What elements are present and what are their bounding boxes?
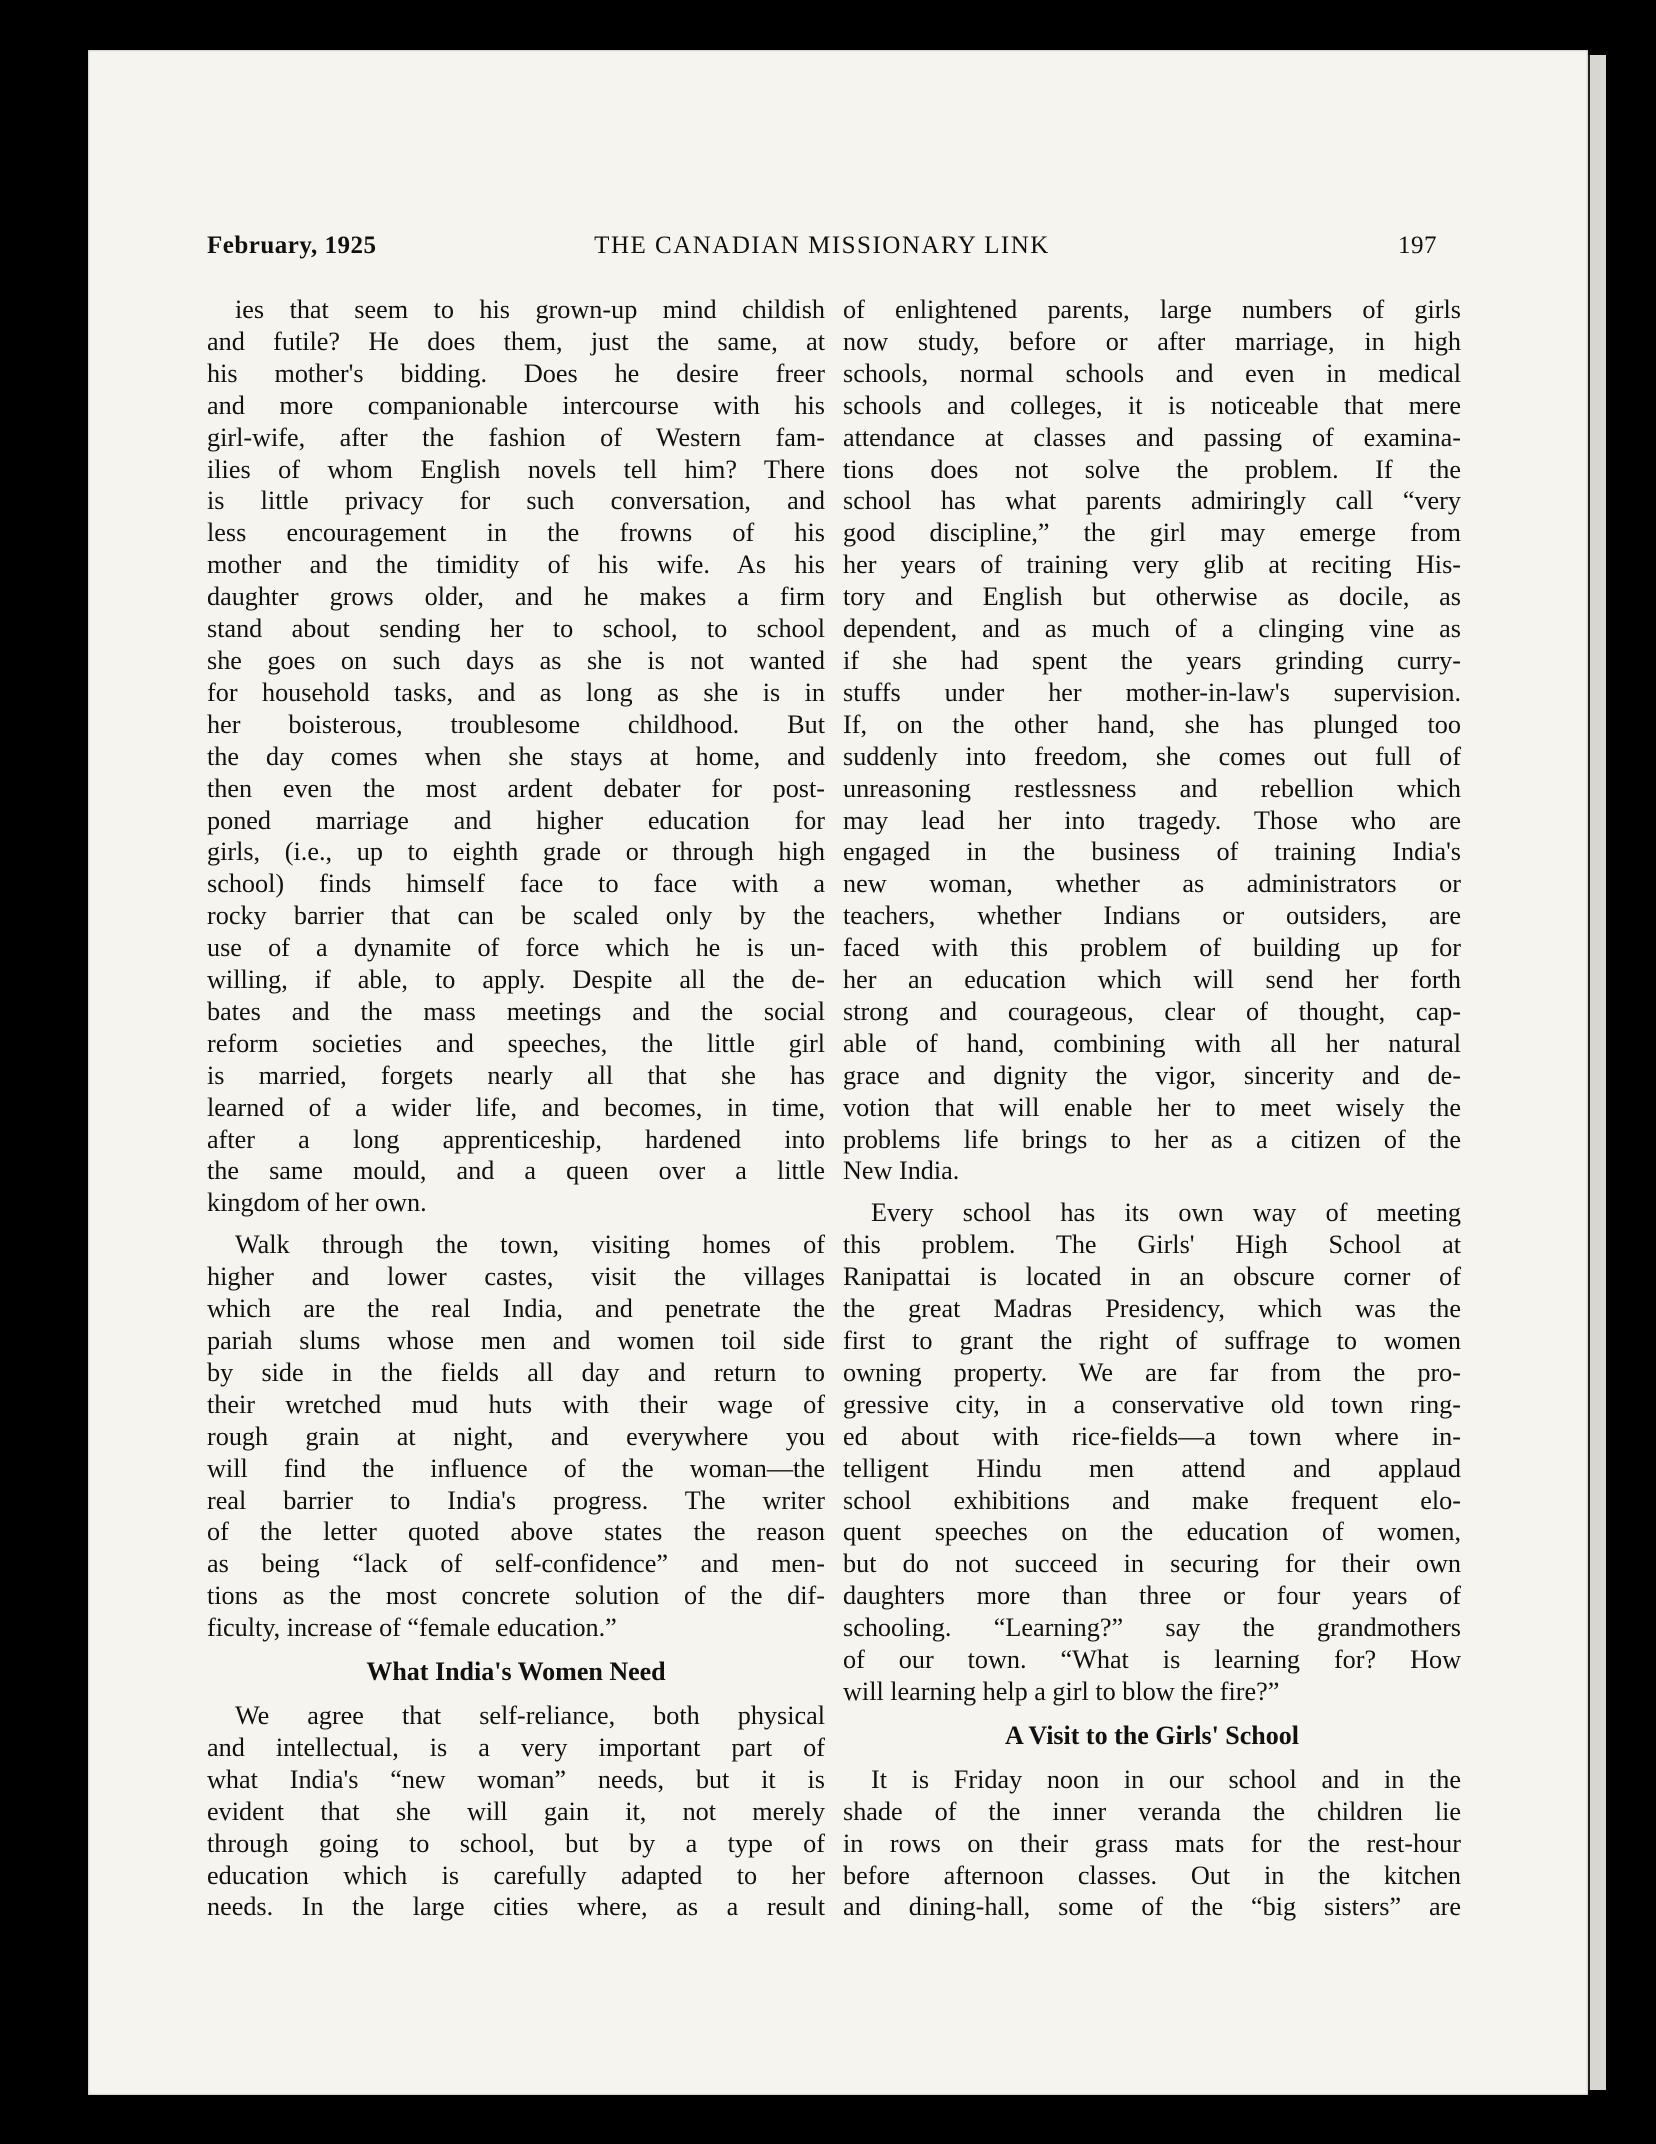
text-line: ficulty, increase of “female education.”: [207, 1613, 617, 1643]
text-line: Walk through the town, visiting homes of: [235, 1230, 825, 1260]
text-line: schools and colleges, it is noticeable that mere: [843, 390, 1461, 420]
text-line: which are the real India, and penetrate the: [207, 1294, 825, 1324]
text-line: reform societies and speeches, the little girl: [207, 1028, 825, 1058]
text-line: quent speeches on the education of women,: [843, 1517, 1461, 1547]
text-line: the day comes when she stays at home, and: [207, 741, 825, 771]
text-line: telligent Hindu men attend and applaud: [843, 1453, 1461, 1483]
text-line: strong and courageous, clear of thought, cap-: [843, 996, 1461, 1026]
text-line: girl-wife, after the fashion of Western fam-: [207, 422, 825, 452]
text-line: as being “lack of self-confidence” and men-: [207, 1549, 825, 1579]
text-line: owning property. We are far from the pro-: [843, 1357, 1461, 1387]
text-line: less encouragement in the frowns of his: [207, 518, 825, 548]
text-line: and futile? He does them, just the same, at: [207, 326, 825, 356]
text-line: what India's “new woman” needs, but it is: [207, 1764, 825, 1794]
text-line: his mother's bidding. Does he desire freer: [207, 358, 825, 388]
text-line: stuffs under her mother-in-law's supervision.: [843, 677, 1461, 707]
text-line: of our town. “What is learning for? How: [843, 1645, 1461, 1675]
text-line: ies that seem to his grown-up mind childish: [235, 295, 825, 324]
text-line: new woman, whether as administrators or: [843, 869, 1461, 899]
text-line: girls, (i.e., up to eighth grade or through high: [207, 837, 825, 867]
text-line: gressive city, in a conservative old town ring-: [843, 1389, 1461, 1419]
text-line: learned of a wider life, and becomes, in time,: [207, 1092, 825, 1122]
text-line: tions as the most concrete solution of the dif-: [207, 1581, 825, 1611]
text-line: her boisterous, troublesome childhood. But: [207, 709, 825, 739]
text-line: this problem. The Girls' High School at: [843, 1230, 1461, 1260]
text-line: use of a dynamite of force which he is un-: [207, 933, 825, 963]
text-line: mother and the timidity of his wife. As his: [207, 550, 825, 580]
text-line: and intellectual, is a very important part of: [207, 1732, 825, 1762]
text-line: the great Madras Presidency, which was the: [843, 1294, 1461, 1324]
text-line: after a long apprenticeship, hardened into: [207, 1124, 825, 1154]
text-line: poned marriage and higher education for: [207, 805, 825, 835]
page-number: 197: [1398, 232, 1437, 259]
paragraph: [843, 1764, 1461, 1924]
text-line: kingdom of her own.: [207, 1188, 427, 1218]
text-line: and dining-hall, some of the “big sisters” are: [843, 1892, 1461, 1922]
text-line: first to grant the right of suffrage to women: [843, 1326, 1461, 1355]
text-line: is married, forgets nearly all that she has: [207, 1060, 825, 1090]
text-line: she goes on such days as she is not wanted: [207, 645, 825, 675]
text-line: New India.: [843, 1156, 960, 1186]
text-line: ilies of whom English novels tell him? There: [207, 454, 825, 484]
right-column: [843, 294, 1461, 1923]
text-line: will learning help a girl to blow the fire?”: [843, 1676, 1280, 1706]
text-line: in rows on their grass mats for the rest-hour: [843, 1828, 1461, 1858]
paragraph: [207, 294, 825, 1219]
text-line: problems life brings to her as a citizen of the: [843, 1124, 1461, 1154]
text-line: may lead her into tragedy. Those who are: [843, 805, 1461, 835]
paragraph: [843, 1197, 1461, 1708]
publication-title: THE CANADIAN MISSIONARY LINK: [594, 232, 1050, 259]
left-column: [207, 294, 825, 1923]
text-line: stand about sending her to school, to school: [207, 614, 825, 644]
section-heading: A Visit to the Girls' School: [1005, 1720, 1299, 1750]
running-header: [207, 232, 1437, 268]
section-heading: What India's Women Need: [366, 1657, 666, 1687]
text-line: school has what parents admiringly call “very: [843, 486, 1461, 516]
text-line: dependent, and as much of a clinging vine as: [843, 614, 1461, 644]
text-line: able of hand, combining with all her natural: [843, 1028, 1461, 1058]
text-line: of enlightened parents, large numbers of girls: [843, 295, 1461, 324]
paragraph: [207, 1700, 825, 1923]
text-line: teachers, whether Indians or outsiders, are: [843, 901, 1461, 931]
text-line: her years of training very glib at reciting His-: [843, 550, 1461, 580]
text-line: tions does not solve the problem. If the: [843, 454, 1461, 484]
text-line: pariah slums whose men and women toil side: [207, 1326, 825, 1355]
text-line: attendance at classes and passing of examina-: [843, 422, 1461, 452]
text-line: It is Friday noon in our school and in the: [871, 1764, 1461, 1794]
text-line: Every school has its own way of meeting: [871, 1198, 1461, 1228]
text-line: school exhibitions and make frequent elo-: [843, 1485, 1461, 1515]
text-line: but do not succeed in securing for their own: [843, 1549, 1461, 1579]
text-line: is little privacy for such conversation, and: [207, 486, 825, 516]
text-line: now study, before or after marriage, in high: [843, 326, 1461, 356]
text-line: before afternoon classes. Out in the kitchen: [843, 1860, 1461, 1890]
text-line: willing, if able, to apply. Despite all the de-: [207, 965, 825, 995]
text-line: Ranipattai is located in an obscure corner of: [843, 1262, 1461, 1292]
text-line: schools, normal schools and even in medical: [843, 358, 1461, 388]
text-line: and more companionable intercourse with his: [207, 390, 825, 420]
text-line: shade of the inner veranda the children lie: [843, 1796, 1461, 1826]
text-line: the same mould, and a queen over a little: [207, 1156, 825, 1186]
text-line: suddenly into freedom, she comes out full of: [843, 741, 1461, 771]
text-line: bates and the mass meetings and the social: [207, 996, 825, 1026]
text-line: will find the influence of the woman—the: [207, 1453, 825, 1483]
text-line: ed about with rice-fields—a town where in-: [843, 1421, 1461, 1451]
text-line: real barrier to India's progress. The writer: [207, 1485, 825, 1515]
text-line: daughters more than three or four years of: [843, 1581, 1461, 1611]
text-line: their wretched mud huts with their wage of: [207, 1389, 825, 1419]
text-line: faced with this problem of building up for: [843, 933, 1461, 963]
text-line: school) finds himself face to face with a: [207, 869, 825, 899]
text-line: grace and dignity the vigor, sincerity and de-: [843, 1060, 1461, 1090]
text-line: her an education which will send her forth: [843, 965, 1461, 995]
text-line: higher and lower castes, visit the villages: [207, 1262, 825, 1292]
text-line: engaged in the business of training India's: [843, 837, 1461, 867]
text-line: tory and English but otherwise as docile, as: [843, 582, 1461, 612]
issue-date: February, 1925: [207, 232, 377, 259]
text-line: if she had spent the years grinding curry-: [843, 645, 1461, 675]
text-line: daughter grows older, and he makes a firm: [207, 582, 825, 612]
paragraph-gap: [207, 1219, 825, 1229]
text-line: If, on the other hand, she has plunged too: [843, 709, 1461, 739]
text-line: rocky barrier that can be scaled only by the: [207, 901, 825, 931]
text-line: We agree that self-reliance, both physical: [235, 1700, 825, 1730]
text-line: schooling. “Learning?” say the grandmothers: [843, 1613, 1461, 1643]
paragraph-gap: [843, 1187, 1461, 1197]
text-line: by side in the fields all day and return to: [207, 1357, 825, 1387]
text-line: needs. In the large cities where, as a result: [207, 1892, 825, 1922]
text-line: good discipline,” the girl may emerge from: [843, 518, 1461, 548]
page-edge: [1588, 55, 1606, 2090]
text-line: then even the most ardent debater for post-: [207, 773, 825, 803]
text-line: rough grain at night, and everywhere you: [207, 1421, 825, 1451]
text-line: unreasoning restlessness and rebellion which: [843, 773, 1461, 803]
paragraph: [207, 1229, 825, 1644]
paragraph: [843, 294, 1461, 1187]
text-line: education which is carefully adapted to her: [207, 1860, 825, 1890]
text-line: votion that will enable her to meet wisely the: [843, 1092, 1461, 1122]
text-line: evident that she will gain it, not merely: [207, 1796, 825, 1826]
text-line: through going to school, but by a type of: [207, 1828, 825, 1858]
text-line: of the letter quoted above states the reason: [207, 1517, 825, 1547]
text-line: for household tasks, and as long as she is in: [207, 677, 825, 707]
